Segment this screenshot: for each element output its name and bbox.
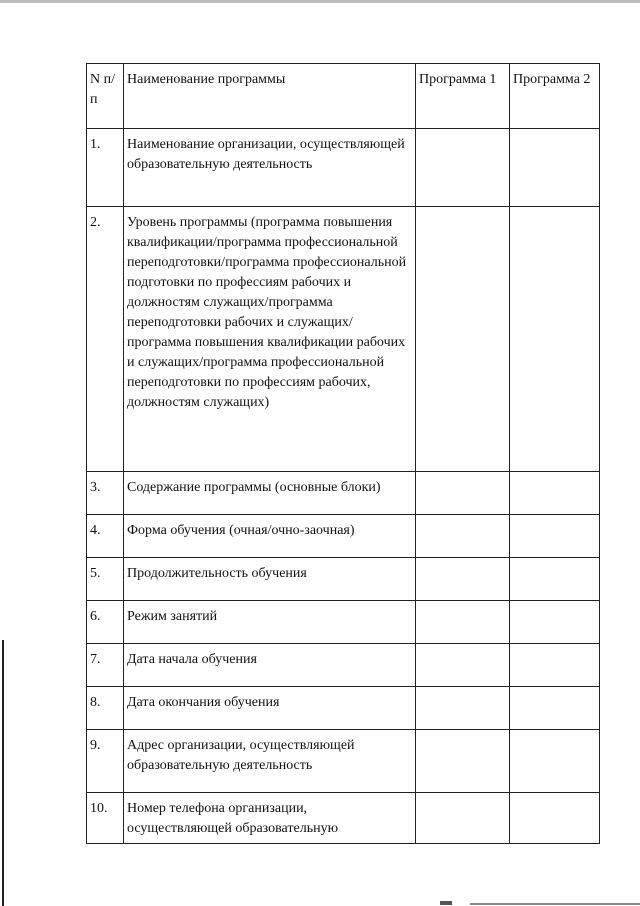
row-program-2-cell xyxy=(510,515,600,558)
row-program-1-cell xyxy=(416,793,510,844)
row-num: 5. xyxy=(87,558,124,601)
header-num: N п/п xyxy=(87,64,124,129)
table-row xyxy=(87,687,600,730)
row-program-2-cell xyxy=(510,472,600,515)
table-row xyxy=(87,601,600,644)
row-name: Режим занятий xyxy=(124,601,416,644)
row-name: Форма обучения (очная/очно-заочная) xyxy=(124,515,416,558)
row-program-2-cell xyxy=(510,129,600,207)
scan-edge-bottom xyxy=(470,903,640,905)
programs-table xyxy=(86,63,600,844)
header-program-1: Программа 1 xyxy=(416,64,510,129)
row-num: 9. xyxy=(87,730,124,793)
table-row xyxy=(87,558,600,601)
row-name: Адрес организации, осуществляющей образовательную деятельность xyxy=(124,730,416,793)
table-row xyxy=(87,129,600,207)
row-num: 2. xyxy=(87,207,124,472)
row-program-1-cell xyxy=(416,207,510,472)
scan-edge-left xyxy=(2,640,4,906)
row-name: Уровень программы (программа повышения квалификации/программа профессиональной переподготовки/программа профессиональной подготовки по профессиям рабочих и должностям служащих/программа переподготовки рабочих и служащих/программа повышения квалификации рабочих и служащих/программа профессиональной переподготовки по профессиям рабочих, должностям служащих) xyxy=(124,207,416,472)
row-num: 6. xyxy=(87,601,124,644)
row-num: 7. xyxy=(87,644,124,687)
table-header-row xyxy=(87,64,600,129)
row-program-1-cell xyxy=(416,687,510,730)
row-name: Наименование организации, осуществляющей образовательную деятельность xyxy=(124,129,416,207)
row-name: Дата начала обучения xyxy=(124,644,416,687)
row-program-2-cell xyxy=(510,558,600,601)
row-num: 10. xyxy=(87,793,124,844)
table-row xyxy=(87,644,600,687)
header-program-2: Программа 2 xyxy=(510,64,600,129)
row-num: 8. xyxy=(87,687,124,730)
row-name: Номер телефона организации, осуществляющей образовательную xyxy=(124,793,416,844)
row-program-2-cell xyxy=(510,730,600,793)
row-name: Содержание программы (основные блоки) xyxy=(124,472,416,515)
table-row xyxy=(87,515,600,558)
row-program-2-cell xyxy=(510,601,600,644)
row-name: Дата окончания обучения xyxy=(124,687,416,730)
table-row xyxy=(87,207,600,472)
row-program-1-cell xyxy=(416,558,510,601)
row-program-1-cell xyxy=(416,730,510,793)
table-row xyxy=(87,472,600,515)
table-row xyxy=(87,730,600,793)
scan-edge-top xyxy=(0,0,640,3)
row-name: Продолжительность обучения xyxy=(124,558,416,601)
scan-artifact xyxy=(440,901,452,905)
row-program-2-cell xyxy=(510,207,600,472)
row-num: 4. xyxy=(87,515,124,558)
header-name: Наименование программы xyxy=(124,64,416,129)
row-program-1-cell xyxy=(416,472,510,515)
row-program-2-cell xyxy=(510,687,600,730)
table-row xyxy=(87,793,600,844)
row-program-1-cell xyxy=(416,515,510,558)
row-program-1-cell xyxy=(416,601,510,644)
row-program-2-cell xyxy=(510,644,600,687)
row-num: 1. xyxy=(87,129,124,207)
row-program-1-cell xyxy=(416,644,510,687)
row-program-2-cell xyxy=(510,793,600,844)
row-num: 3. xyxy=(87,472,124,515)
row-program-1-cell xyxy=(416,129,510,207)
